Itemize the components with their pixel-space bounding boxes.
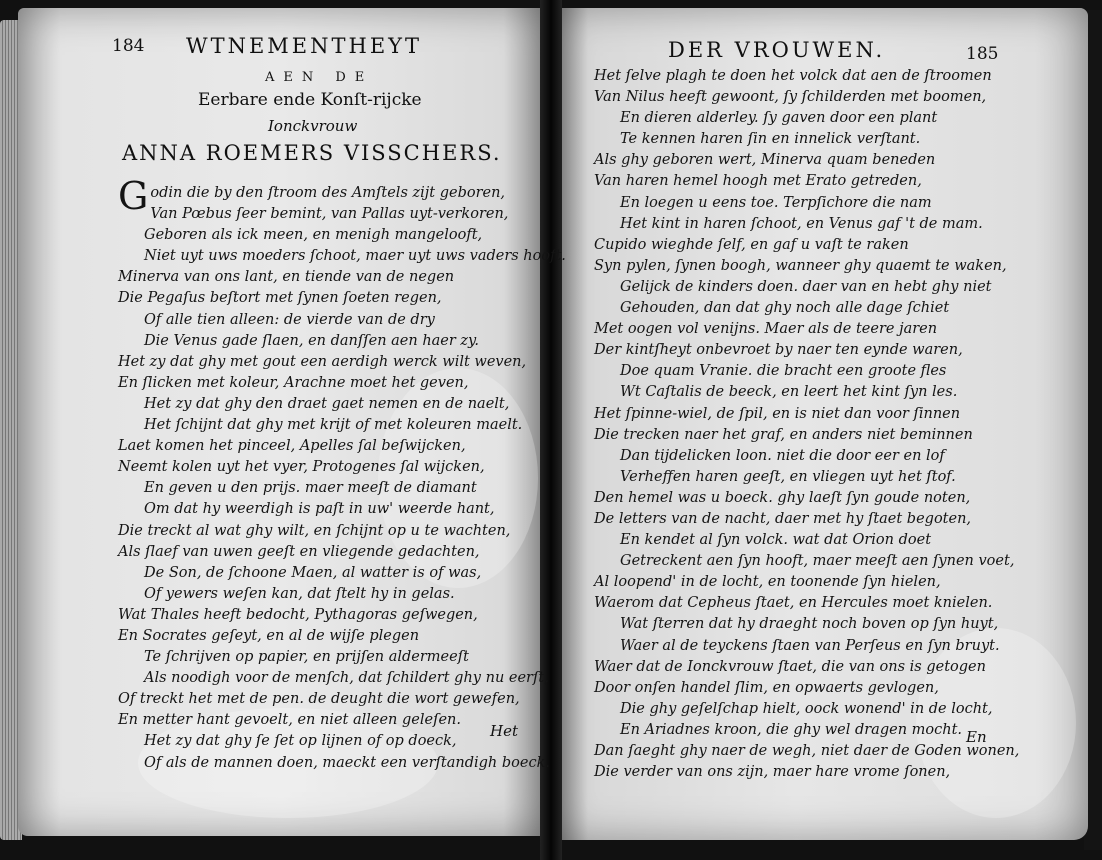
verse-line: En metter hant gevoelt, en niet alleen geleſen. (118, 712, 461, 729)
verse-line: Den hemel was u boeck. ghy laeſt ſyn goude noten, (594, 489, 971, 506)
page-number-right: 185 (966, 44, 999, 64)
verse-line: Van Pœbus ſeer bemint, van Pallas uyt-verkoren, (150, 206, 509, 223)
verse-line: De Son, de ſchoone Maen, al watter is of was, (144, 564, 482, 581)
verse-line: Minerva van ons lant, en tiende van de negen (118, 269, 455, 286)
verse-line: Van haren hemel hoogh met Erato getreden, (594, 173, 922, 190)
running-head-right: DER VROUWEN. (668, 38, 886, 62)
verse-line: Doe quam Vranie. die bracht een groote fles (620, 363, 947, 380)
dedication-line-3: Ionckvrouw (268, 117, 358, 135)
verse-line: Of yewers weſen kan, dat ſtelt hy in gelas. (144, 585, 455, 602)
verse-line: Waer dat de Ionckvrouw ſtaet, die van ons is getogen (594, 658, 986, 675)
verse-line: Te kennen haren ſin en innelick verſtant. (620, 131, 921, 148)
verse-line: Wt Caſtalis de beeck, en leert het kint ſyn les. (620, 384, 958, 401)
catchword-right: En (966, 728, 987, 746)
verse-line: Verheffen haren geeſt, en vliegen uyt het ſtof. (620, 468, 956, 485)
verse-line: En loegen u eens toe. Terpſichore die nam (620, 194, 932, 211)
verse-line: Om dat hy weerdigh is paſt in uw' weerde hant, (144, 501, 495, 518)
verse-line: En Socrates geſeyt, en al de wijſe plegen (118, 627, 420, 644)
verse-line: Gelijck de kinders doen. daer van en hebt ghy niet (620, 278, 992, 295)
verse-line: Laet komen het pinceel, Apelles ſal beſwijcken, (118, 438, 466, 455)
verse-line: En kendet al ſyn volck. wat dat Orion doet (620, 532, 932, 549)
verse-line: Dan ſaeght ghy naer de wegh, niet daer de Goden wonen, (594, 743, 1020, 759)
verse-line: En Ariadnes kroon, die ghy wel dragen mocht. (620, 721, 963, 738)
verse-line: Die Venus gade ſlaen, en danſſen aen haer zy. (144, 332, 479, 349)
verse-line: Gehouden, dan dat ghy noch alle dage ſchiet (620, 300, 950, 317)
verse-line: Of als de mannen doen, maeckt een verſtandigh boeck. (144, 754, 550, 771)
verse-line: De letters van de nacht, daer met hy ſtaet begoten, (594, 510, 972, 527)
dedication-line-2: Eerbare ende Konſt-rijcke (198, 90, 422, 110)
verse-line: Getreckent aen ſyn hooft, maer meeſt aen ſynen voet, (620, 553, 1015, 570)
verse-line: Die verder van ons zijn, maer hare vrome ſonen, (594, 764, 951, 781)
verse-line: Die treckt al wat ghy wilt, en ſchijnt op u te wachten, (118, 522, 511, 539)
verse-line: Geboren als ick meen, en menigh mangelooft, (144, 227, 483, 244)
verse-line: Der kintſheyt onbevroet by naer ten eynde waren, (594, 342, 963, 359)
verse-line: Wat Thales heeft bedocht, Pythagoras geſwegen, (118, 606, 478, 623)
verse-line: Die trecken naer het graf, en anders niet beminnen (594, 426, 973, 443)
verse-line: Neemt kolen uyt het vyer, Protogenes ſal wijcken, (118, 459, 485, 476)
verse-line: Of treckt het met de pen. de deught die wort gewefen, (118, 691, 520, 708)
verse-line: Het zy dat ghy den draet gaet nemen en de naelt, (144, 395, 510, 412)
verse-line: Waerom dat Cepheus ſtaet, en Hercules moet knielen. (594, 595, 993, 612)
verse-line: Het ſpinne-wiel, de ſpil, en is niet dan voor ſinnen (594, 405, 961, 422)
verse-line: En dieren alderley. ſy gaven door een plant (620, 110, 938, 127)
verse-line: Als ghy geboren wert, Minerva quam beneden (594, 152, 936, 169)
verse-line: Het ſchijnt dat ghy met krijt of met koleuren maelt. (144, 417, 523, 434)
verse-line: Als noodigh voor de menſch, dat ſchildert ghy nu eerſt, (144, 670, 549, 687)
verse-line: Al loopend' in de locht, en toonende ſyn hielen, (594, 574, 941, 591)
verse-line: En geven u den prijs. maer meeſt de diamant (144, 480, 477, 497)
page-number-left: 184 (112, 36, 145, 56)
verse-line: Niet uyt uws moeders ſchoot, maer uyt uws vaders hooft. (144, 248, 566, 265)
verse-line: Die Pegaſus beſtort met ſynen ſoeten regen, (118, 290, 442, 307)
verse-line: Wat ſterren dat hy draeght noch boven op ſyn huyt, (620, 616, 999, 633)
verse-line: Dan tijdelicken loon. niet die door eer en lof (620, 447, 945, 464)
verse-line: Met oogen vol venijns. Maer als de teere jaren (594, 321, 938, 338)
verse-line: Te ſchrijven op papier, en prijſen aldermeeſt (144, 649, 469, 666)
dropcap-initial: G (118, 174, 149, 218)
verse-line: En ſlicken met koleur, Arachne moet het geven, (118, 374, 469, 391)
verse-line: odin die by den ſtroom des Amſtels zijt geboren, (150, 185, 506, 201)
catchword-left: Het (490, 722, 518, 740)
verse-line: Het zy dat ghy met gout een aerdigh werck wilt weven, (118, 353, 527, 370)
verse-line: Die ghy geſelſchap hielt, oock wonend' in de locht, (620, 700, 993, 717)
verse-line: Het ſelve plagh te doen het volck dat aen de ſtroomen (594, 68, 992, 84)
right-page-body (594, 66, 1019, 783)
running-head-left: WTNEMENTHEYT (186, 34, 423, 58)
verse-line: Het zy dat ghy ſe ſet op lijnen of op doeck, (144, 733, 457, 750)
verse-line: Het kint in haren ſchoot, en Venus gaf 't de mam. (620, 215, 983, 232)
verse-line: Of alle tien alleen: de vierde van de dry (144, 311, 435, 328)
verse-line: Door onſen handel ſlim, en opwaerts gevlogen, (594, 679, 939, 696)
verse-line: Cupido wieghde ſelf, en gaf u vaſt te raken (594, 236, 909, 253)
dedication-aen-de: AEN DE (265, 70, 374, 85)
verse-line: Waer al de teyckens ſtaen van Perſeus en ſyn bruyt. (620, 637, 1000, 654)
verse-line: Syn pylen, ſynen boogh, wanneer ghy quaemt te waken, (594, 257, 1007, 274)
left-page-body (118, 174, 566, 774)
verse-line: Van Nilus heeft gewoont, ſy ſchilderden met boomen, (594, 89, 987, 106)
verse-line: Als ſlaef van uwen geeſt en vliegende gedachten, (118, 543, 480, 560)
dedication-name: ANNA ROEMERS VISSCHERS. (122, 141, 502, 165)
